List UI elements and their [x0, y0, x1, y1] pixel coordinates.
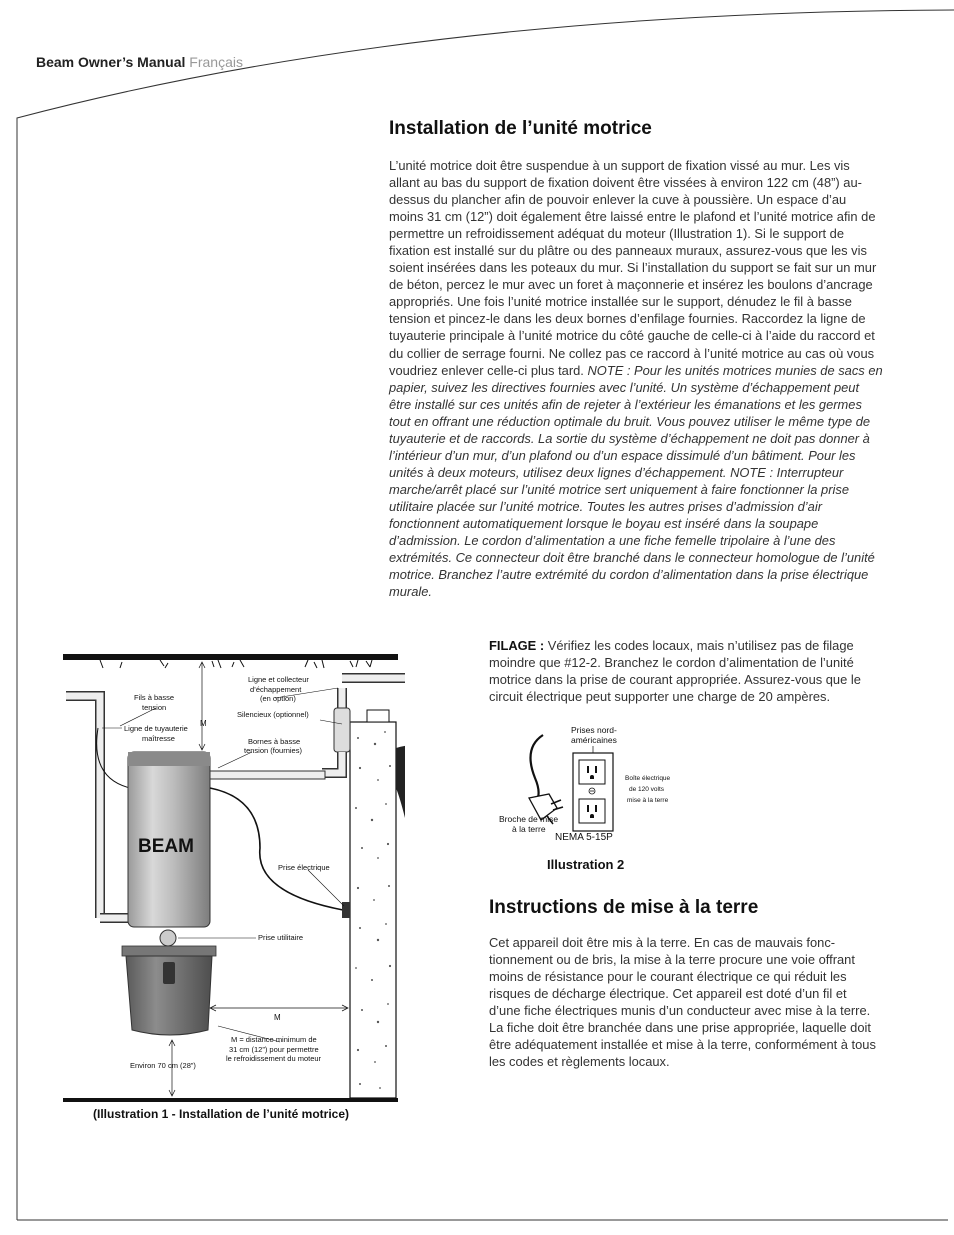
m-label-top: M	[200, 719, 207, 728]
illustration-2-caption: Illustration 2	[547, 857, 625, 872]
silencieux-label: Silencieux (optionnel)	[237, 710, 309, 719]
wall	[350, 722, 396, 1098]
floor	[63, 1098, 398, 1102]
fils-label-line1: Fils à basse	[134, 693, 175, 702]
collect-label-line3: (en option)	[260, 694, 296, 703]
box-label-line1: Boîte électrique	[625, 775, 671, 782]
running-header	[36, 54, 243, 70]
illustration-1-caption: (Illustration 1 - Installation de l’unité motrice)	[93, 1107, 350, 1121]
prise-utilitaire-label: Prise utilitaire	[258, 933, 304, 942]
m-distance-line2: 31 cm (12”) pour permettre	[229, 1045, 319, 1054]
wall-outlet	[342, 902, 350, 918]
brand-logo: BEAM	[138, 836, 194, 857]
ligne-label-line2: maîtresse	[142, 734, 175, 743]
bornes-label-line2: tension (fournies)	[244, 746, 302, 755]
section-title-grounding: Instructions de mise à la terre	[489, 897, 759, 918]
collect-label-line1: Ligne et collecteur	[248, 675, 309, 684]
m-label-horizontal: M	[274, 1013, 281, 1022]
filage-text: Vérifiez les codes locaux, mais n’utilisez pas de filage moindre que #12-2. Branchez le cordon d’alimentation de l’unité motrice dans la prise de courant appropriée. Assurez-vous que le circuit électrique peut supporter une charge de 20 ampères.	[489, 638, 861, 705]
illustration-2-outlet	[495, 720, 695, 845]
filage-paragraph	[489, 637, 877, 705]
box-label-line2: de 120 volts	[629, 786, 665, 793]
illustration-1-installation	[60, 648, 405, 1108]
prise-electrique-label: Prise électrique	[278, 863, 330, 872]
grounding-paragraph: Cet appareil doit être mis à la terre. En cas de mauvais fonc-tionnement ou de bris, la mise à la terre procure une voie offrant moins de résistance pour le courant électrique ce qui réduit les risques de décharge électrique. Cet appareil est doté d’un fil et d’une fiche électriques munis d’un conducteur avec mise à la terre. La fiche doit être branchée dans une prise appropriée, laquelle doit être adéquatement installée et mise à la terre, conformément à tous les codes et règlements locaux.	[489, 935, 876, 1070]
power-cord	[531, 735, 544, 800]
box-label-line3: mise à la terre	[627, 797, 669, 804]
language-label: Français	[189, 54, 243, 70]
manual-title: Beam Owner’s Manual	[36, 54, 186, 70]
bornes-label-line1: Bornes à basse	[248, 737, 301, 746]
ligne-label-line1: Ligne de tuyauterie	[124, 724, 188, 733]
nema-label: NEMA 5-15P	[555, 832, 613, 843]
m-distance-line1: M = distance minimum de	[231, 1035, 317, 1044]
installation-paragraph	[389, 157, 883, 600]
outlets-label-line1: Prises nord-	[571, 725, 617, 735]
collect-label-line2: d’échappement	[250, 685, 302, 694]
outlets-label-line2: américaines	[571, 735, 617, 745]
installation-text: L’unité motrice doit être suspendue à un support de fixation vissé au mur. Les vis allant au bas du support de fixation doivent être vissées à environ 122 cm (48”) au-dessus du plancher afin de pouvoir enlever la cuve à poussière. Un espace d’au moins 31 cm (12”) doit également être laissé entre le plafond et l’unité motrice afin de permettre un refroidissement adéquat du moteur (Illustration 1). Si le support de fixation est installé sur du plâtre ou des panneaux muraux, assurez-vous que les vis soient insérées dans les poteaux du mur. Si l’installation du support se fait sur un mur de béton, percez le mur avec un foret à maçonnerie et insérez les boulons d’ancrage appropriés. Une fois l’unité motrice installée sur le support, dénudez le fil à basse tension et pincez-le dans les deux bornes d’enfilage fournies. Raccordez la ligne de tuyauterie principale à l’unité motrice du côté gauche de celle-ci à l’aide du raccord et du collier de serrage fourni. Ne collez pas ce raccord à l’unité motrice au cas où vous voudriez enlever celle-ci plus tard.	[389, 158, 877, 378]
fils-label-line2: tension	[142, 703, 167, 712]
filage-label: FILAGE :	[489, 638, 545, 653]
muffler	[334, 708, 350, 752]
shrub	[396, 746, 405, 818]
pin-label-line1: Broche de mise	[499, 814, 559, 824]
section-title-installation: Installation de l’unité motrice	[389, 118, 652, 139]
environ-label: Environ 70 cm (28”)	[130, 1061, 196, 1070]
ceiling	[63, 654, 398, 660]
pin-label-line2: à la terre	[512, 824, 546, 834]
installation-note: NOTE : Pour les unités motrices munies de sacs en papier, suivez les directives fournies avec l’unité. Un système d’échappement peut être installé sur ces unités afin de rejeter à l’extérieur les émanations et les germes tout en offrant une réduction optimale du bruit. Vous pouvez utiliser le même type de tuyauterie et de raccords. La sortie du système d’échappement ne doit pas donner à l’intérieur d’un mur, d’un plafond ou d’un espace dissimulé d’un bâtiment. Pour les unités à deux moteurs, utilisez deux lignes d’échappement. NOTE : Interrupteur marche/arrêt placé sur l’unité motrice sert uniquement à faire fonctionner la prise utilitaire placée sur l’unité motrice. Toutes les autres prises d’admission d’air fonctionnent automatiquement lorsque le boyau est inséré dans la soupape d’admission. Le cordon d’alimentation a une fiche femelle tripolaire à l’une des extrémités. Ce connecteur doit être branché dans le connecteur homologue de l’unité motrice. Branchez l’autre extrémité du cordon d’alimentation dans la prise électrique murale.	[389, 362, 883, 600]
m-distance-line3: le refroidissement du moteur	[226, 1054, 322, 1063]
